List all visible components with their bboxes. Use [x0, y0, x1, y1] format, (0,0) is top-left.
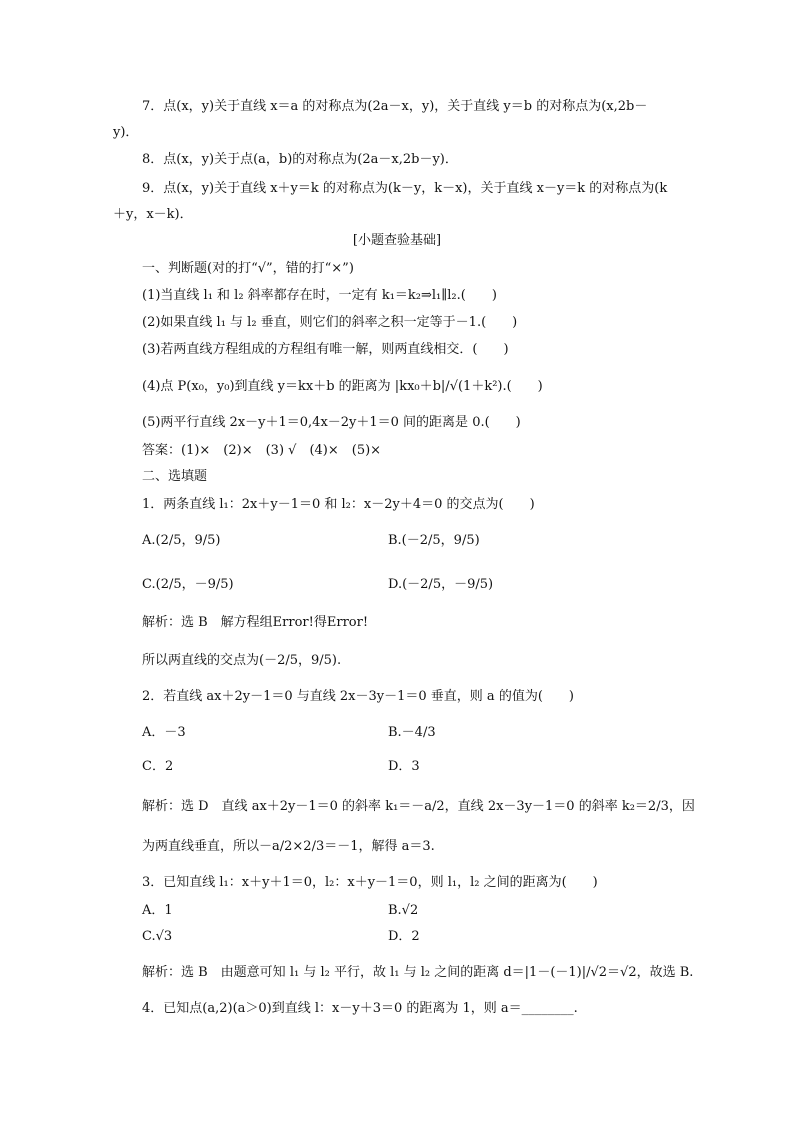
problem1-option-b: B.(－2/5，9/5) — [388, 533, 480, 548]
judge-q1: (1)当直线 l₁ 和 l₂ 斜率都存在时，一定有 k₁＝k₂⇒l₁∥l₂.( ) — [142, 288, 497, 303]
problem2-option-c: C．2 — [142, 759, 174, 774]
problem2-option-a: A．－3 — [142, 725, 186, 740]
problem2-option-b: B.－4/3 — [388, 725, 436, 740]
part1-title: 一、判断题(对的打“√”，错的打“×”) — [142, 261, 354, 276]
problem1-option-a: A.(2/5，9/5) — [142, 533, 221, 548]
judge-q3: (3)若两直线方程组成的方程组有唯一解，则两直线相交．( ) — [142, 342, 509, 357]
problem1-solution-1: 解析：选 B 解方程组Error!得Error! — [142, 615, 369, 630]
judge-q4: (4)点 P(x₀，y₀)到直线 y＝kx＋b 的距离为 |kx₀＋b|/√(1＋k²).( ) — [142, 379, 543, 394]
problem1-stem: 1．两条直线 l₁：2x＋y－1＝0 和 l₂：x－2y＋4＝0 的交点为( ) — [142, 497, 535, 512]
problem2-option-d: D．3 — [388, 759, 420, 774]
problem1-option-d: D.(－2/5，－9/5) — [388, 577, 494, 592]
item9-line1: 9．点(x，y)关于直线 x＋y＝k 的对称点为(k－y，k－x)，关于直线 x－y＝k 的对称点为(k — [142, 181, 668, 196]
problem1-solution-2: 所以两直线的交点为(－2/5，9/5). — [142, 653, 342, 668]
part2-title: 二、选填题 — [142, 469, 208, 484]
problem3-option-a: A．1 — [142, 903, 173, 918]
problem2-stem: 2．若直线 ax＋2y－1＝0 与直线 2x－3y－1＝0 垂直，则 a 的值为( ) — [142, 689, 574, 704]
judge-q5: (5)两平行直线 2x－y＋1＝0,4x－2y＋1＝0 间的距离是 0.( ) — [142, 415, 521, 430]
judge-answer: 答案：(1)× (2)× (3) √ (4)× (5)× — [142, 443, 382, 458]
problem4-stem: 4．已知点(a,2)(a＞0)到直线 l：x－y＋3＝0 的距离为 1，则 a＝________. — [142, 1001, 578, 1016]
item7-line2: y)． — [113, 125, 139, 140]
problem1-option-c: C.(2/5，－9/5) — [142, 577, 234, 592]
problem3-option-c: C.√3 — [142, 929, 173, 944]
item7-line1: 7．点(x，y)关于直线 x＝a 的对称点为(2a－x，y)，关于直线 y＝b 的对称点为(x,2b－ — [142, 99, 648, 114]
judge-q2: (2)如果直线 l₁ 与 l₂ 垂直，则它们的斜率之积一定等于－1.( ) — [142, 315, 518, 330]
problem3-option-b: B.√2 — [388, 903, 419, 918]
item8: 8．点(x，y)关于点(a，b)的对称点为(2a－x,2b－y)． — [142, 152, 458, 167]
problem2-solution-1: 解析：选 D 直线 ax＋2y－1＝0 的斜率 k₁＝－a/2，直线 2x－3y－1＝0 的斜率 k₂＝2/3，因 — [142, 799, 695, 814]
problem3-solution: 解析：选 B 由题意可知 l₁ 与 l₂ 平行，故 l₁ 与 l₂ 之间的距离 d＝|1－(－1)|/√2＝√2，故选 B. — [142, 965, 694, 980]
problem2-solution-2: 为两直线垂直，所以－a/2×2/3＝－1，解得 a＝3. — [142, 839, 435, 854]
problem3-option-d: D．2 — [388, 929, 420, 944]
item9-line2: ＋y，x－k)． — [113, 207, 193, 222]
problem3-stem: 3．已知直线 l₁：x＋y＋1＝0，l₂：x＋y－1＝0，则 l₁，l₂ 之间的距离为( ) — [142, 875, 598, 890]
section-heading: [小题查验基础] — [352, 233, 442, 248]
